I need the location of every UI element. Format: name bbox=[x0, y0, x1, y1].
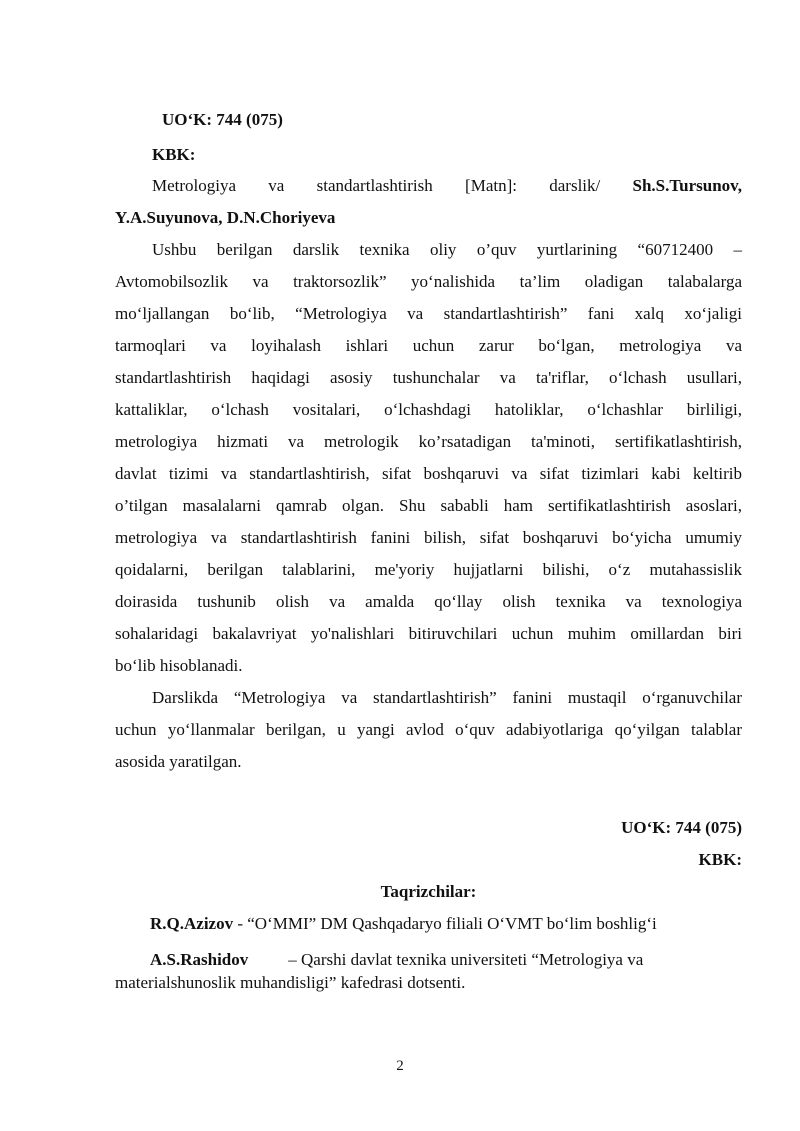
reviewer-1 bbox=[150, 914, 742, 934]
right-kbk-code: KBK: bbox=[698, 850, 742, 869]
reviewer-1-position: - “O‘MMI” DM Qashqadaryo filiali O‘VMT bo‘lim boshlig‘i bbox=[233, 914, 657, 933]
abstract-line: metrologiya va standartlashtirish fanini bilish, sifat boshqaruvi bo‘yicha umumiy bbox=[115, 528, 742, 547]
abstract-line: sohalaridagi bakalavriyat yo'nalishlari bitiruvchilari uchun muhim omillardan biri bbox=[115, 624, 742, 643]
reviewer-2 bbox=[150, 950, 742, 970]
reviewer-1-name: R.Q.Azizov bbox=[150, 914, 234, 933]
abstract-line: davlat tizimi va standartlashtirish, sifat boshqaruvi va sifat tizimlari kabi keltirib bbox=[115, 464, 742, 483]
page-number: 2 bbox=[396, 1058, 404, 1074]
reviewer-2-position-cont: materialshunoslik muhandisligi” kafedrasi dotsenti. bbox=[115, 973, 466, 992]
abstract-line: o’tilgan masalalarni qamrab olgan. Shu sababli ham sertifikatlashtirish asoslari, bbox=[115, 496, 742, 515]
abstract-line: uchun yo‘llanmalar berilgan, u yangi avlod o‘quv adabiyotlariga qo‘yilgan talablar bbox=[115, 720, 742, 739]
abstract-line: bo‘lib hisoblanadi. bbox=[115, 656, 243, 675]
uok-code: UO‘K: 744 (075) bbox=[162, 110, 283, 129]
citation-authors: Y.A.Suyunova, D.N.Choriyeva bbox=[115, 208, 336, 227]
abstract-line: qoidalarni, berilgan talablarini, me'yoriy hujjatlarni bilishi, o‘z mutahassislik bbox=[115, 560, 742, 579]
abstract-line: tarmoqlari va loyihalash ishlari uchun zarur bo‘lgan, metrologiya va bbox=[115, 336, 742, 355]
abstract-line: doirasida tushunib olish va amalda qo‘llay olish texnika va texnologiya bbox=[115, 592, 742, 611]
abstract-line: metrologiya hizmati va metrologik ko’rsatadigan ta'minoti, sertifikatlashtirish, bbox=[115, 432, 742, 451]
abstract-line: standartlashtirish haqidagi asosiy tushunchalar va ta'riflar, o‘lchash usullari, bbox=[115, 368, 742, 387]
citation-text: Metrologiya va standartlashtirish [Matn]: darslik/ bbox=[152, 176, 633, 195]
abstract-line: mo‘ljallangan bo‘lib, “Metrologiya va standartlashtirish” fani xalq xo‘jaligi bbox=[115, 304, 742, 323]
abstract-line: kattaliklar, o‘lchash vositalari, o‘lchashdagi hatoliklar, o‘lchashlar birliligi, bbox=[115, 400, 742, 419]
reviewer-2-position: – Qarshi davlat texnika universiteti “Metrologiya va bbox=[288, 950, 644, 969]
citation-line-1 bbox=[115, 176, 742, 196]
citation-author-1: Sh.S.Tursunov, bbox=[632, 176, 742, 195]
kbk-code: KBK: bbox=[152, 145, 196, 164]
abstract-line: Ushbu berilgan darslik texnika oliy o’quv yurtlarining “60712400 – bbox=[152, 240, 742, 259]
abstract-line: Avtomobilsozlik va traktorsozlik” yo‘nalishida ta’lim oladigan talabalarga bbox=[115, 272, 742, 291]
reviewers-title: Taqrizchilar: bbox=[380, 882, 477, 901]
right-uok-code: UO‘K: 744 (075) bbox=[621, 818, 742, 837]
abstract-line: asosida yaratilgan. bbox=[115, 752, 242, 771]
reviewer-2-name: A.S.Rashidov bbox=[150, 950, 249, 969]
abstract-line: Darslikda “Metrologiya va standartlashtirish” fanini mustaqil o‘rganuvchilar bbox=[152, 688, 742, 707]
